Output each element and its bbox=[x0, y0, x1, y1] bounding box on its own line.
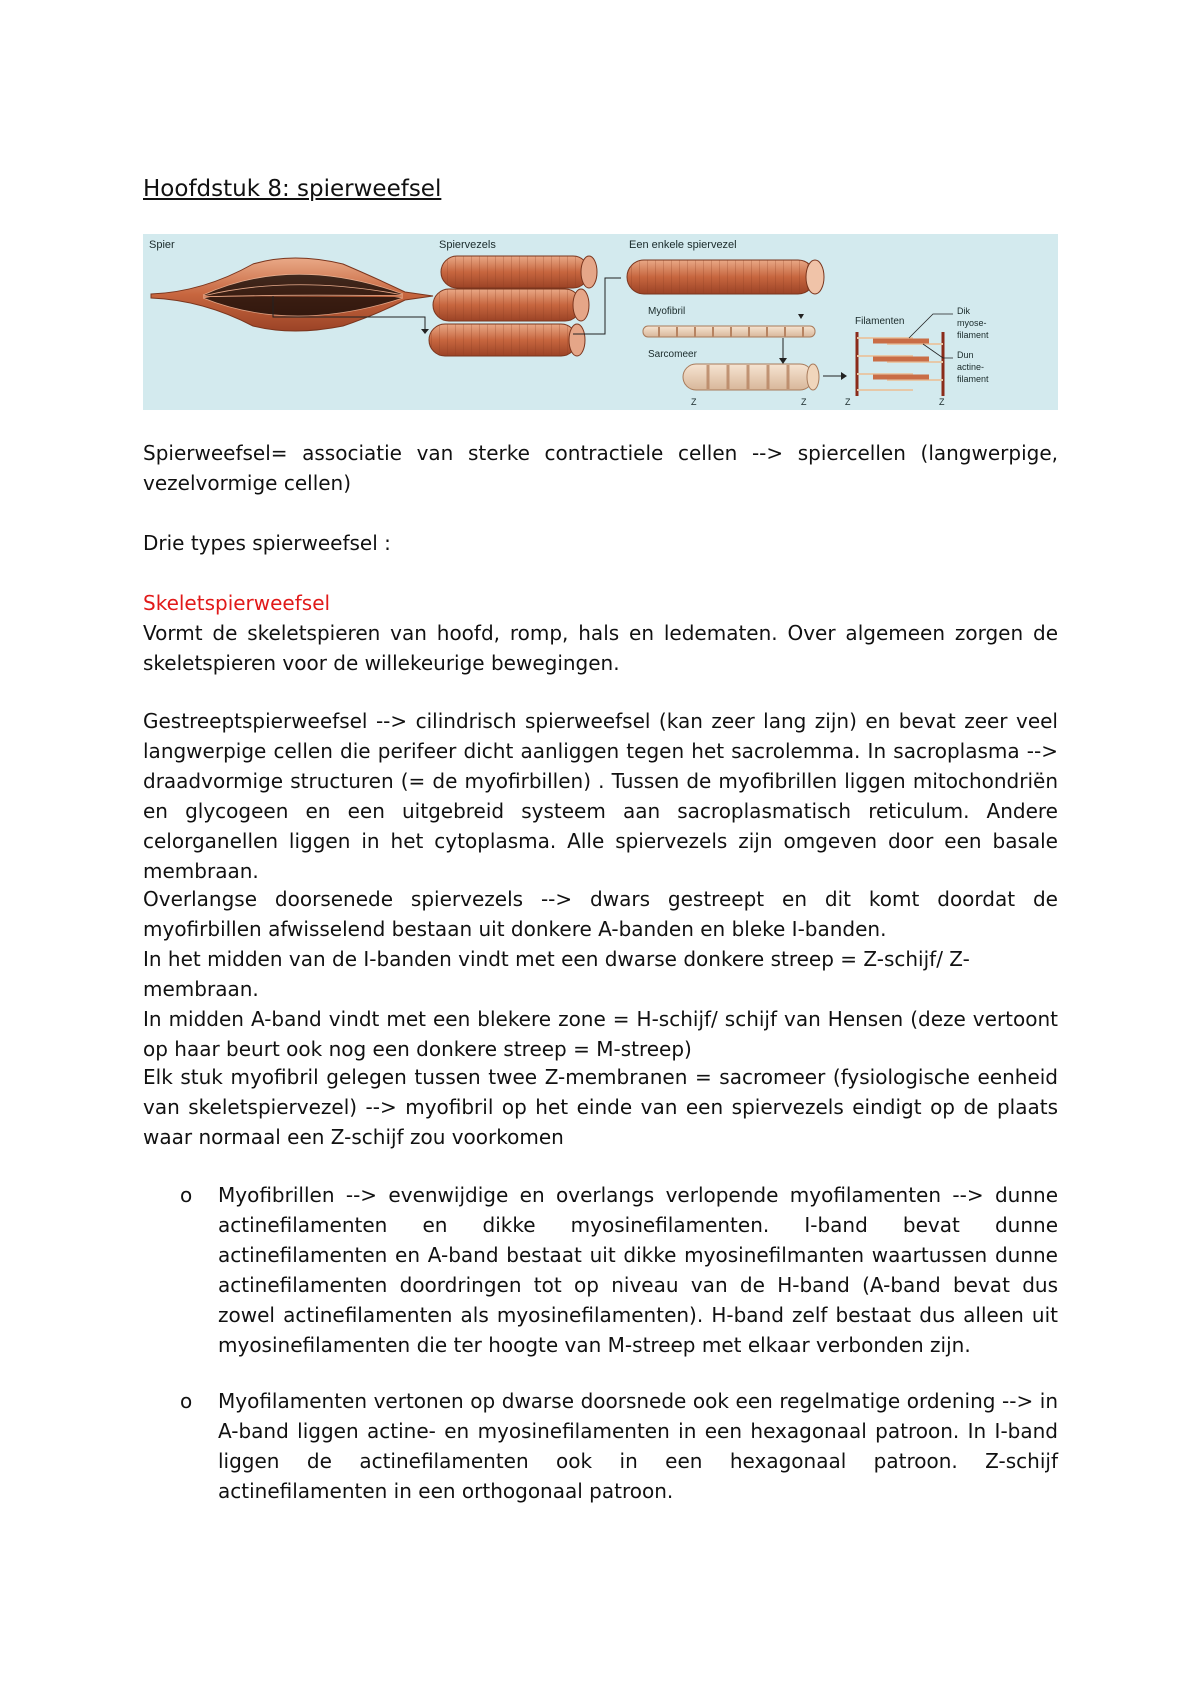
label-myofibril: Myofibril bbox=[648, 306, 686, 317]
paragraph-overlangse-c: In midden A-band vindt met een blekere zone = H-schijf/ schijf van Hensen (deze vertoont op haar beurt ook nog een donkere streep = M-streep) bbox=[143, 1007, 1058, 1061]
paragraph-overlangse-b: In het midden van de I-banden vindt met een dwarse donkere streep = Z-schijf/ Z-membraan. bbox=[143, 947, 970, 1001]
section-heading-skeletspierweefsel: Skeletspierweefsel bbox=[143, 591, 331, 615]
bullet-text: Myofibrillen --> evenwijdige en overlangs verlopende myofilamenten --> dunne actinefilamenten en dikke myosinefilamenten. I-band bevat dunne actinefilamenten en A-band bestaat uit dikke myosinefilmanten waartussen dunne actinefilamenten doordringen tot op niveau van de H-band (A-band bevat dus zowel actinefilamenten als myosinefilamenten). H-band zelf bestaat dus alleen uit myosinefilamenten die ter hoogte van M-streep met elkaar verbonden zijn. bbox=[218, 1183, 1058, 1357]
muscle-fibers-bundle bbox=[429, 256, 597, 356]
bullet-marker: o bbox=[180, 1183, 193, 1207]
myofibril bbox=[643, 326, 815, 337]
paragraph-overlangse-a: Overlangse doorsenede spiervezels --> dwars gestreept en dit komt doordat de myofirbillen afwisselend bestaan uit donkere A-banden en bleke I-banden. bbox=[143, 887, 1058, 941]
label-spiervezels: Spiervezels bbox=[439, 239, 496, 251]
bullet-marker: o bbox=[180, 1389, 193, 1413]
label-dik-filament: Dik myose- filament bbox=[957, 306, 989, 340]
sarcomere bbox=[683, 364, 819, 390]
paragraph-sacromeer: Elk stuk myofibril gelegen tussen twee Z-membranen = sacromeer (fysiologische eenheid van skeletspiervezel) --> myofibril op het einde van een spiervezels eindigt op de plaats waar normaal een Z-schijf zou voorkomen bbox=[143, 1065, 1058, 1149]
paragraph-skeletspieren: Vormt de skeletspieren van hoofd, romp, hals en ledematen. Over algemeen zorgen de skeletspieren voor de willekeurige bewegingen. bbox=[143, 621, 1058, 675]
paragraph-gestreept: Gestreeptspierweefsel --> cilindrisch spierweefsel (kan zeer lang zijn) en bevat zeer veel langwerpige cellen die perifeer dicht aanliggen tegen het sacrolemma. In sacroplasma --> draadvormige structuren (= de myofirbillen) . Tussen de myofibrillen liggen mitochondriën en glycogeen en een uitgebreid systeem aan sacroplasmatisch reticulum. Andere celorganellen liggen in het cytoplasma. Alle spiervezels zijn omgeven door een basale membraan. bbox=[143, 709, 1058, 883]
label-dun-filament: Dun actine- filament bbox=[957, 350, 989, 384]
label-enkele-spiervezel: Een enkele spiervezel bbox=[629, 239, 737, 251]
label-spier: Spier bbox=[149, 239, 175, 251]
z-label-4: Z bbox=[939, 397, 945, 407]
paragraph-definition: Spierweefsel= associatie van sterke contractiele cellen --> spiercellen (langwerpige, vezelvormige cellen) bbox=[143, 441, 1058, 495]
muscle-structure-figure bbox=[143, 234, 1058, 410]
paragraph-overlangse bbox=[143, 884, 1058, 1064]
single-fiber bbox=[627, 260, 824, 294]
page-title: Hoofdstuk 8: spierweefsel bbox=[143, 176, 442, 202]
z-label-1: Z bbox=[691, 397, 697, 407]
paragraph-types-intro: Drie types spierweefsel : bbox=[143, 531, 391, 555]
z-label-2: Z bbox=[801, 397, 807, 407]
z-label-3: Z bbox=[845, 397, 851, 407]
label-filamenten: Filamenten bbox=[855, 316, 905, 327]
label-sarcomeer: Sarcomeer bbox=[648, 349, 697, 360]
bullet-text: Myofilamenten vertonen op dwarse doorsnede ook een regelmatige ordening --> in A-band liggen actine- en myosinefilamenten in een hexagonaal patroon. In I-band liggen de actinefilamenten ook in een hexagonaal patroon. Z-schijf actinefilamenten in een orthogonaal patroon. bbox=[218, 1389, 1058, 1503]
